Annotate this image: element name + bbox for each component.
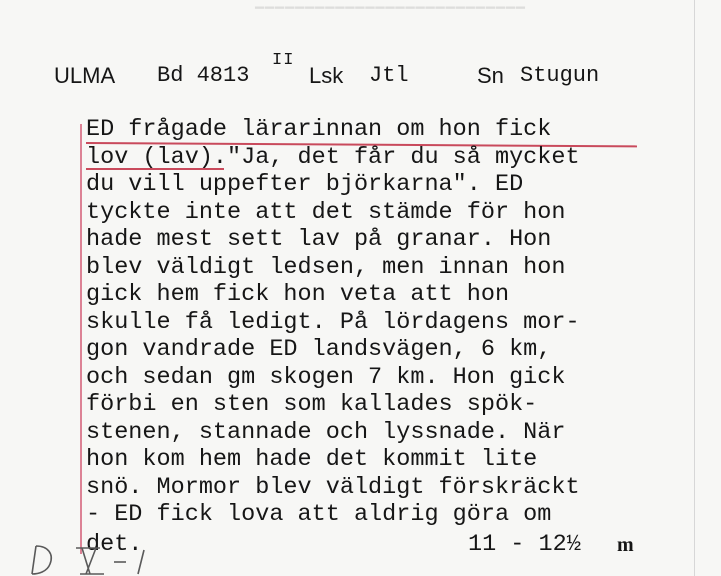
body-line: hade mest sett lav på granar. Hon (86, 226, 552, 253)
body-line: snö. Mormor blev väldigt förskräckt (86, 474, 580, 501)
page-unit: m (617, 534, 634, 556)
body-line: tyckte inte att det stämde för hon (86, 199, 566, 226)
body-line: stenen, stannade och lyssnade. När (86, 419, 566, 446)
district-code: Jtl (369, 63, 409, 88)
card-edge (694, 0, 695, 576)
body-line: blev väldigt ledsen, men innan hon (86, 254, 566, 281)
body-line: förbi en sten som kallades spök- (86, 391, 538, 418)
page-range: 11 - 12½ (468, 531, 581, 558)
volume-number: Bd 4813 (157, 63, 250, 88)
archive-code: ULMA (54, 63, 116, 88)
body-line: hon kom hem hade det kommit lite (86, 446, 538, 473)
body-line: - ED fick lova att aldrig göra om (86, 501, 552, 528)
body-line: lov (lav)."Ja, det får du så mycket (86, 144, 580, 171)
reverse-side-bleed: ▁▁▁▁▁▁▁▁▁▁▁▁▁▁▁▁▁▁▁▁▁▁▁▁▁▁▁ (255, 0, 526, 10)
body-line: ED frågade lärarinnan om hon fick (86, 116, 552, 143)
body-line: och sedan gm skogen 7 km. Hon gick (86, 364, 566, 391)
parish-name: Stugun (520, 63, 600, 88)
volume-suffix: II (272, 51, 295, 70)
handwritten-classification-mark (26, 540, 166, 576)
province-code: Lsk (309, 63, 344, 88)
parish-prefix: Sn (477, 63, 504, 88)
body-line: gick hem fick hon veta att hon (86, 281, 510, 308)
body-line: skulle få ledigt. På lördagens mor- (86, 309, 580, 336)
body-line: det. (86, 531, 143, 558)
margin-rule (80, 124, 82, 554)
body-line: du vill uppefter björkarna". ED (86, 171, 524, 198)
body-line: gon vandrade ED landsvägen, 6 km, (86, 336, 552, 363)
